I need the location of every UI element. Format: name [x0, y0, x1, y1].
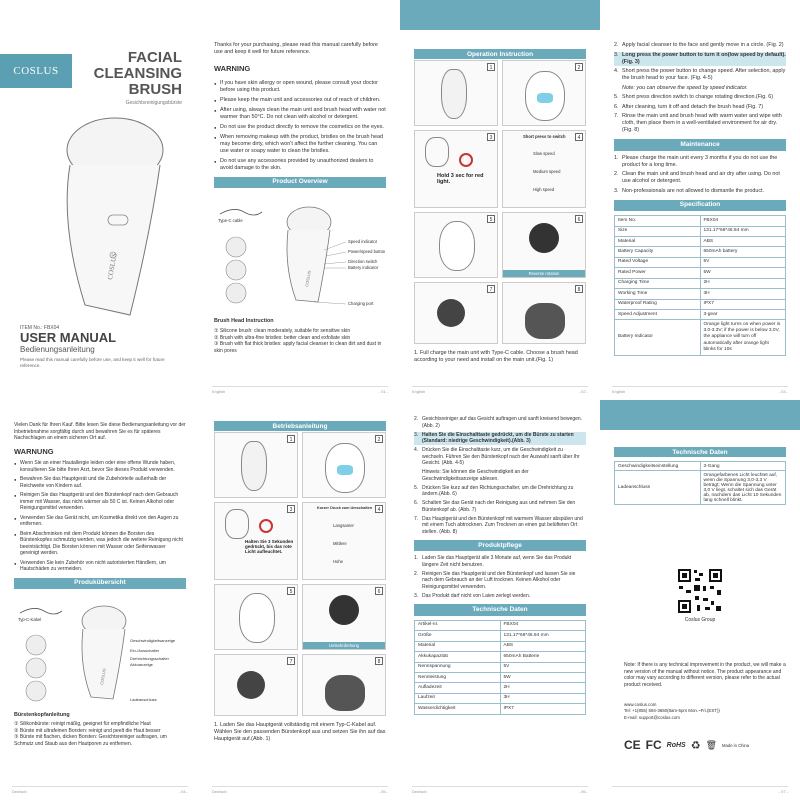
warning-item: ● Reinigen Sie das Hauptgerät und den Bürstenkopf nach dem Gebrauch immer mit Wasser, das nicht wärmer als 50 C ist. Keinen Alkohol oder Reinigungsmittel verwenden. [14, 492, 186, 512]
cover-page [0, 0, 200, 400]
step-number: 5 [487, 215, 495, 223]
cover-title-1: FACIAL [127, 49, 182, 66]
figure-3 [414, 130, 498, 208]
footer-language: English [212, 389, 226, 394]
label-speed-indicator: Geschwindigkeitsanzeige [130, 638, 176, 644]
specification-table [614, 215, 786, 356]
table-row: Size 131.17*68*46.94 mm [615, 226, 786, 236]
german-warning-page [0, 400, 200, 800]
reverse-label: Reverse rotation [503, 270, 585, 277]
maintenance-title: Maintenance [614, 139, 786, 150]
maintenance-item: 3. Das Produkt darf nicht von Laien zerlegt werden. [414, 592, 531, 599]
table-row: Akkukapazität 650mAh Batterie [415, 652, 586, 662]
instruction-text: 1. Full charge the main unit with Type-C cable. Choose a brush head according to your need and install on the main unit.(Fig. 1) [414, 350, 578, 364]
cover-title-de: Gesichtsreinigungsbürste [125, 100, 182, 106]
brush-head-item: ① Silikonbürste: reinigt mäßig, geeignet für empfindliche Haut [14, 721, 151, 728]
table-row: Geschwindigkeitseinstellung 3-Gang [615, 462, 786, 471]
german-operation-page [200, 400, 400, 800]
short-press-label: Kurzer Druck zum Umschalten [317, 506, 373, 510]
step-number: 6 [575, 215, 583, 223]
email: E-mail: support@coslus.com [624, 714, 680, 720]
ce-mark: CE [624, 738, 641, 752]
warning-item: ● If you have skin allergy or open wound, please consult your doctor before using this product. [214, 80, 386, 94]
step-number: 2 [375, 435, 383, 443]
operation-page [400, 0, 600, 400]
label-direction-switch: Drehrichtungsschalter [130, 656, 169, 662]
step-number: 2 [575, 63, 583, 71]
table-row: Rated Power 5W [615, 268, 786, 278]
table-row: Größe 131.17*68*46.94 mm [415, 631, 586, 641]
page-number: - 07 - [778, 789, 788, 794]
warning-title: WARNUNG [14, 446, 54, 456]
brush-head-title: Bürstenkopfanleitung [14, 712, 70, 719]
brush-head-title: Brush Head Instruction [214, 318, 274, 325]
figure-6 [302, 584, 386, 650]
table-row: Aufladezeit 2H [415, 683, 586, 693]
table-row: Battery Indicator Orange light turns on when power is 3.0-3.3V; if the power is below 3.0V, the appliance will turn off automatically after orange light blinks for 10s [615, 320, 786, 355]
figure-3 [214, 502, 298, 580]
warning-item: ● Do not use the product directly to remove the cosmetics on the eyes. [214, 124, 386, 131]
website: www.coslus.com [624, 702, 657, 707]
label-battery-indicator: Akkuanzeige [130, 662, 153, 668]
step-note: Hinweis: Sie können die Geschwindigkeit an der Geschwindigkeitsanzeige ablesen. [422, 469, 529, 482]
page-number: - 05 - [378, 789, 388, 794]
step-number: 3 [287, 505, 295, 513]
maintenance-item: 2. Reinigen Sie das Hauptgerät und den Bürstenkopf und lassen Sie sie nach dem Gebrauch an der Luft trocknen. Keinen Alkohol oder Reinigungsmittel verwenden. [414, 570, 576, 590]
step-item: 3. Halten Sie die Einschalttaste gedrückt, um die Bürste zu starten (Standard: niedrige Geschwindigkeit).(Abb. 3) [414, 432, 586, 445]
specification-table [614, 461, 786, 505]
step-item: 6. Schalten Sie das Gerät nach der Reinigung aus und nehmen Sie den Bürstenkopf ab. (Abb. 7) [414, 500, 576, 513]
maintenance-item: 1. Please charge the main unit every 3 months if you do not use the product for a long time. [614, 154, 778, 168]
intro-text: Vielen Dank für Ihren Kauf. Bitte lesen Sie diese Bedienungsanleitung vor der Inbetriebnahme sorgfältig durch und bewahren Sie es für späteres Nachschlagen an einem sicheren Ort auf. [14, 422, 186, 441]
warning-item: ● When removing makeup with the product, bristles on the brush head may become dirty, which won't affect the further cleaning. You can use water or soapy water to clean the bristles. [214, 134, 386, 155]
back-page [600, 400, 800, 800]
figure-5 [414, 212, 498, 278]
figure-2 [502, 60, 586, 126]
figure-8 [302, 654, 386, 716]
note-text: Note: If there is any technical improvement in the product, we will make a new version of the manual without notice. The product appearance and color may vary according to different version, please refer to the actual product received. [624, 662, 786, 688]
figure-4 [502, 130, 586, 208]
table-row: Item No. FBX04 [615, 216, 786, 226]
warning-title: WARNING [214, 64, 251, 74]
step-number: 7 [487, 285, 495, 293]
overview-illustration [14, 593, 186, 708]
label-battery-indicator: Battery indicator [348, 265, 379, 271]
step-number: 7 [287, 657, 295, 665]
table-row: Nennleistung 5W [415, 672, 586, 682]
brush-head-item: ③ Bürste mit flachen, dicken Borsten: Gesichtsreiniger auftragen, um Schmutz und Staub aus den Hautporen zu entfernen. [14, 734, 167, 747]
step-item: 3. Long press the power button to turn it on(low speed by default). (Fig. 3) [614, 51, 786, 65]
manual-title: USER MANUAL [20, 330, 117, 345]
spec-page [600, 0, 800, 400]
step-number: 5 [287, 587, 295, 595]
speed-medium: Mittlere [333, 541, 347, 546]
table-row: Material ABS [415, 641, 586, 651]
step-item: 2. Apply facial cleanser to the face and gently move in a circle. (Fig. 2) [614, 42, 784, 48]
step-item: 6. After cleaning, turn it off and detach the brush head (Fig. 7) [614, 103, 764, 110]
step-item: 7. Das Hauptgerät und den Bürstenkopf mit warmem Wasser abspülen und mit einem Tuch abtrocknen. Zum Trocknen an einen gut belüfteten Ort stellen. (Abb. 8) [414, 515, 583, 535]
footer-language: Deutsch [412, 789, 427, 794]
fcc-mark: FC [645, 738, 662, 752]
label-power-button: Power/speed button [348, 249, 386, 255]
speed-high: High speed [533, 187, 555, 192]
footer-language: Deutsch [12, 789, 27, 794]
table-row: Nennspannung 5V [415, 662, 586, 672]
warning-item: ● Wenn Sie an einer Hautallergie leiden oder eine offene Wunde haben, konsultieren Sie bitte Ihren Arzt, bevor Sie dieses Produkt verwenden. [14, 460, 186, 473]
cover-title-2: CLEANSING [93, 65, 182, 82]
brush-head-item: ① Silicone brush: clean moderately, suitable for sensitive skin [214, 328, 351, 335]
overview-title: Produkübersicht [14, 578, 186, 589]
figure-8 [502, 282, 586, 344]
warning-overview-page [200, 0, 400, 400]
reverse-label: Umkehrdrehung [303, 642, 385, 649]
brush-head-item: ③ Brush with flat thick bristles: apply facial cleanser to clean dirt and dust in skin pores [214, 341, 382, 354]
specification-table [414, 620, 586, 715]
thanks-text: Thanks for your purchasing, please read this manual carefully before use and keep it well for future reference. [214, 42, 378, 56]
step-number: 8 [375, 657, 383, 665]
step-number: 3 [487, 133, 495, 141]
speed-slow: Slow speed [533, 151, 555, 156]
warning-item: ● Do not use any accessories provided by unauthorized dealers to avoid damage to the skin. [214, 158, 386, 172]
maintenance-item: 2. Clean the main unit and brush head and air dry after using. Do not use alcohol or detergent. [614, 171, 780, 185]
warning-item: ● After using, always clean the main unit and brush head with water not warmer than 50°C. Do not clean with alcohol or detergent. [214, 107, 386, 121]
specification-title: Technische Daten [414, 604, 586, 615]
step-number: 6 [375, 587, 383, 595]
operation-title: Betriebsanleitung [214, 421, 386, 431]
table-row: Laufzeit 3H [415, 693, 586, 703]
label-speed-indicator: Speed indicator [348, 239, 378, 245]
figure-1 [214, 432, 298, 498]
figure-4 [302, 502, 386, 580]
label-charging-port: Ladeanschluss [130, 697, 157, 703]
instruction-text: 1. Laden Sie das Hauptgerät vollständig mit einem Typ-C-Kabel auf. Wählen Sie den passenden Bürstenkopf aus und setzen Sie ihn auf das Hauptgerät auf.(Abb. 1) [214, 722, 386, 743]
figure-7 [214, 654, 298, 716]
device-illustration [0, 105, 200, 335]
table-row: Material ABS [615, 236, 786, 246]
specification-title: Specification [614, 200, 786, 211]
overview-title: Product Overview [214, 177, 386, 188]
warning-item: ● Bewahren Sie das Hauptgerät und die Zubehörteile außerhalb der Reichweite von Kindern auf. [14, 476, 186, 489]
table-row: Speed Adjustment 3-gear [615, 309, 786, 319]
maintenance-title: Produktpflege [414, 540, 586, 551]
warning-item: ● Beim Abschminken mit dem Produkt können die Borsten des Bürstenkopfes schmutzig werden, was jedoch die weitere Reinigung nicht beeinträchtigt. Die Borsten können mit Wasser oder Seifenwasser gereinigt werden. [14, 531, 186, 557]
device-logo: COSLUS [106, 252, 119, 281]
brand-logo: COSLUS [0, 54, 72, 88]
step-number: 1 [487, 63, 495, 71]
manual-title-de: Bedienungsanleitung [20, 345, 95, 354]
brush-head-item: ② Brush with ultra-fine bristles: better clean and exfoliate skin [214, 334, 351, 341]
page-number: - 03 - [778, 389, 788, 394]
step-item: 2. Gesichtsreiniger auf das Gesicht auftragen und sanft kreisend bewegen. (Abb. 2) [414, 416, 583, 429]
german-spec-page [400, 400, 600, 800]
short-press-label: Short press to switch [523, 134, 566, 139]
telephone: Tel: +1(855) 594-3650(8am-5pm Mon.~Fri.(EST)) [624, 708, 720, 714]
specification-title: Technische Daten [614, 447, 786, 457]
footer-language: English [612, 389, 626, 394]
table-row: Working Time 3H [615, 289, 786, 299]
warning-item: ● Please keep the main unit and accessories out of reach of children. [214, 97, 386, 104]
table-row: Artikel-nr. FBX04 [415, 620, 586, 630]
step-item: 4. Short press the power button to change speed. After selection, apply the brush head to your face. (Fig. 4-5) [614, 68, 786, 82]
step-number: 1 [287, 435, 295, 443]
page-number: - 06 - [578, 789, 588, 794]
weee-bin-icon: 🗑 [705, 739, 718, 750]
table-row: Ladeanschluss Orangefarbenes Licht leuchtet auf, wenn die Spannung 3,0-3,3 V beträgt; Wenn die Spannung unter 3,0 V liegt, schaltet sich das Gerät ab, nachdem das Licht 10 Sekunden lang schnell blinkt. [615, 471, 786, 505]
warning-item: ● Verwenden Sie kein Zubehör von nicht autorisierten Händlern, um Hautschäden zu vermeiden. [14, 560, 186, 573]
label-power-button: Ein-/Ausschalter [130, 648, 160, 654]
footer-language: English [412, 389, 426, 394]
cover-note: Please read this manual carefully before use, and keep it well for future reference. [20, 357, 165, 368]
qr-caption: Coslus Group [684, 617, 716, 623]
label-direction-switch: Direction switch [348, 259, 378, 265]
figure-1 [414, 60, 498, 126]
made-in-china: Made in China [722, 742, 750, 748]
step-number: 4 [575, 133, 583, 141]
step-number: 8 [575, 285, 583, 293]
table-row: Wasserdichtigkeit IPX7 [415, 704, 586, 714]
footer-language: Deutsch [212, 789, 227, 794]
step-note: Note: you can observe the speed by speed indicator. [622, 84, 748, 91]
speed-medium: Medium speed [533, 169, 561, 174]
recycle-icon: ♻ [690, 739, 701, 752]
maintenance-item: 3. Non-professionals are not allowed to dismantle the product. [614, 187, 765, 194]
cable-label: Type-C cable [218, 218, 243, 224]
page-number: - 02 - [578, 389, 588, 394]
label-charging-port: Charging port [348, 301, 374, 307]
cable-label: Typ-C-Kabel [18, 617, 42, 623]
cover-title-3: BRUSH [128, 81, 182, 98]
table-row: Battery Capacity 650mAh battery [615, 247, 786, 257]
step-item: 4. Drücken Sie die Einschalttaste kurz, um die Geschwindigkeit zu wechseln. Führen Sie den Bürstenkopf nach der Auswahl sanft über Ihr Gesicht. (Abb. 4-5) [414, 447, 580, 466]
step-number: 4 [375, 505, 383, 513]
brush-head-item: ② Bürste mit ultrafeinen Borsten: reinigt und peelt die Haut besser [14, 727, 161, 734]
speed-slow: Langsamer [333, 523, 354, 528]
rohs-mark: RoHS [666, 741, 686, 749]
speed-high: Hohe [333, 559, 344, 564]
item-number: ITEM No.: FBX04 [20, 325, 60, 331]
device-logo: COSLUS [99, 668, 107, 686]
page-number: - 01 - [378, 389, 388, 394]
step-item: 5. Drücken Sie kurz auf den Richtungsschalter, um die Drehrichtung zu ändern.(Abb. 6) [414, 484, 574, 497]
step-item: 7. Rinse the main unit and brush head with warm water and wipe with cloth, then place them in a well-ventilated environment for air dry.(Fig. 8) [614, 113, 782, 134]
table-row: Waterproof Rating IPX7 [615, 299, 786, 309]
hold-instruction: Halten Sie 3 Sekunden gedrückt, bis das rote Licht aufleuchtet. [245, 539, 294, 554]
qr-code [677, 568, 723, 614]
hold-instruction: Hold 3 sec for red light. [437, 173, 484, 185]
figure-7 [414, 282, 498, 344]
table-row: Rated Voltage 5V [615, 257, 786, 267]
operation-title: Operation Instruction [414, 49, 586, 59]
figure-5 [214, 584, 298, 650]
figure-2 [302, 432, 386, 498]
maintenance-item: 1. Laden Sie das Hauptgerät alle 3 Monate auf, wenn Sie das Produkt längere Zeit nicht benutzen. [414, 555, 572, 568]
table-row: Charging Time 2H [615, 278, 786, 288]
step-item: 5. Short press direction switch to change rotating direction.(Fig. 6) [614, 94, 774, 101]
device-logo: COSLUS [304, 270, 312, 288]
page-number: - 04 - [178, 789, 188, 794]
figure-6 [502, 212, 586, 278]
warning-item: ● Verwenden Sie das Gerät nicht, um Kosmetika direkt von den Augen zu entfernen. [14, 515, 186, 528]
